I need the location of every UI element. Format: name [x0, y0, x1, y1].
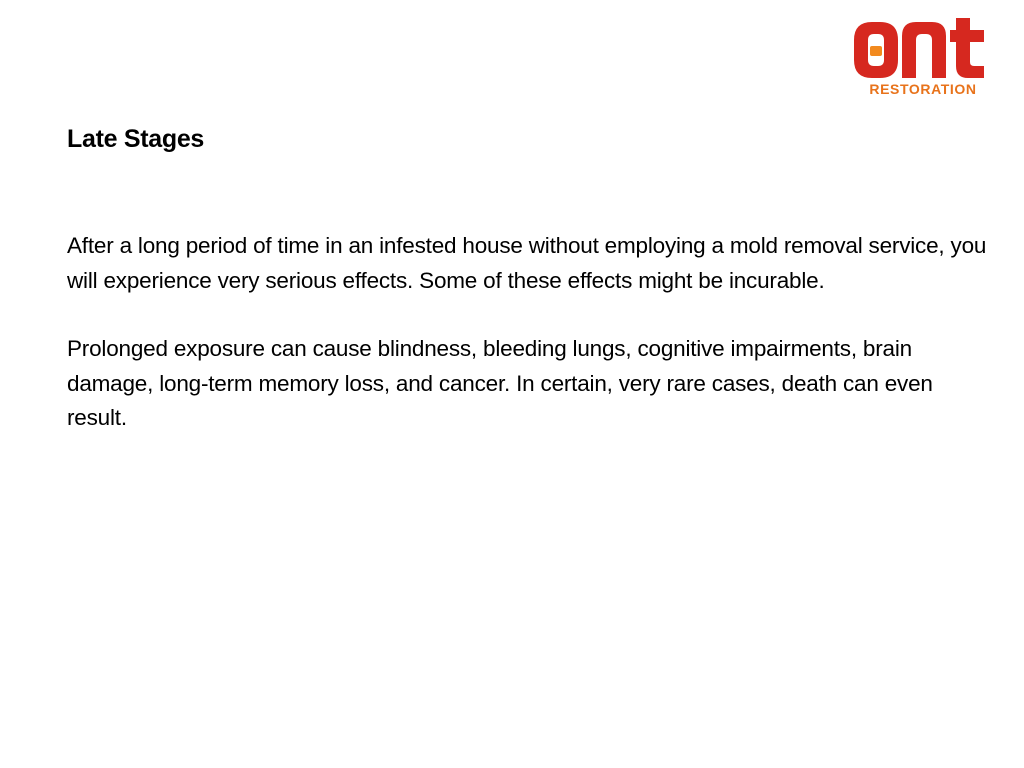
logo-graphic [850, 16, 996, 98]
logo-letter-n [902, 22, 946, 78]
ont-restoration-logo [850, 16, 996, 98]
logo-subtitle: RESTORATION [869, 81, 977, 97]
paragraph-late-effects: After a long period of time in an infested house without employing a mold removal service, you will experience very serious effects. Some of these effects might be incurable. [67, 233, 987, 293]
paragraph-prolonged-exposure: Prolonged exposure can cause blindness, bleeding lungs, cognitive impairments, brain damage, long-term memory loss, and cancer. In certain, very rare cases, death can even result. [67, 336, 933, 430]
logo-accent-mark [870, 46, 882, 56]
slide-body [67, 229, 992, 470]
logo-letter-t [950, 18, 984, 78]
slide-title: Late Stages [67, 125, 205, 153]
